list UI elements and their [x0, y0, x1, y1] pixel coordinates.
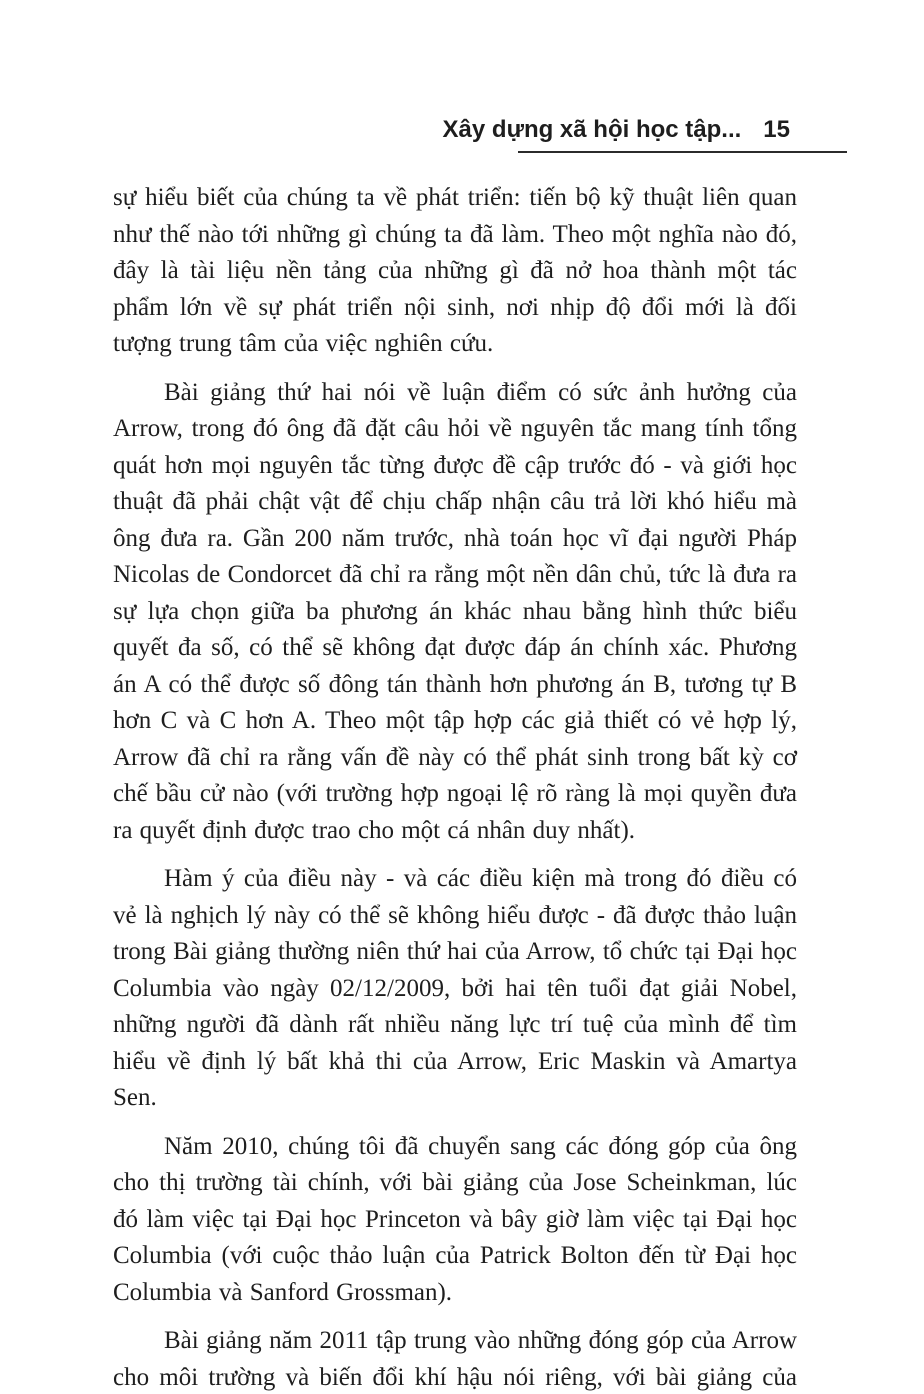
running-title: Xây dựng xã hội học tập...	[442, 116, 742, 143]
page-number: 15	[763, 116, 790, 143]
paragraph: Năm 2010, chúng tôi đã chuyển sang các đóng góp của ông cho thị trường tài chính, với bài giảng của Jose Scheinkman, lúc đó làm việc tại Đại học Princeton và bây giờ làm việc tại Đại học Columbia (với cuộc thảo luận của Patrick Bolton đến từ Đại học Columbia và Sanford Grossman).	[113, 1132, 797, 1306]
paragraph-continues-next-page: Bài giảng năm 2011 tập trung vào những đóng góp của Arrow cho môi trường và biến đổi khí hậu nói riêng, với bài giảng của	[113, 1327, 797, 1391]
paragraph: Hàm ý của điều này - và các điều kiện mà trong đó điều có vẻ là nghịch lý này có thể sẽ không hiểu được - đã được thảo luận trong Bài giảng thường niên thứ hai của Arrow, tổ chức tại Đại học Columbia vào ngày 02/12/2009, bởi hai tên tuổi đạt giải Nobel, những người đã dành rất nhiều năng lực trí tuệ của mình để tìm hiểu về định lý bất khả thi của Arrow, Eric Maskin và Amartya Sen.	[113, 865, 797, 1111]
page-body	[113, 180, 797, 1394]
paragraph-continuation: sự hiểu biết của chúng ta về phát triển: tiến bộ kỹ thuật liên quan như thế nào tới những gì chúng ta đã làm. Theo một nghĩa nào đó, đây là tài liệu nền tảng của những gì đã nở hoa thành một tác phẩm lớn về sự phát triển nội sinh, nơi nhịp độ đổi mới là đối tượng trung tâm của việc nghiên cứu.	[113, 184, 797, 357]
page-header	[0, 116, 790, 144]
header-rule	[518, 151, 847, 153]
paragraph: Bài giảng thứ hai nói về luận điểm có sức ảnh hưởng của Arrow, trong đó ông đã đặt câu hỏi về nguyên tắc mang tính tổng quát hơn mọi nguyên tắc từng được đề cập trước đó - và giới học thuật đã phải chật vật để chịu chấp nhận câu trả lời khó hiểu mà ông đưa ra. Gần 200 năm trước, nhà toán học vĩ đại người Pháp Nicolas de Condorcet đã chỉ ra rằng một nền dân chủ, tức là đưa ra sự lựa chọn giữa ba phương án khác nhau bằng hình thức biểu quyết đa số, có thể sẽ không đạt được đáp án chính xác. Phương án A có thể được số đông tán thành hơn phương án B, tương tự B hơn C và C hơn A. Theo một tập hợp các giả thiết có vẻ hợp lý, Arrow đã chỉ ra rằng vấn đề này có thể phát sinh trong bất kỳ cơ chế bầu cử nào (với trường hợp ngoại lệ rõ ràng là mọi quyền đưa ra quyết định được trao cho một cá nhân duy nhất).	[113, 378, 797, 844]
